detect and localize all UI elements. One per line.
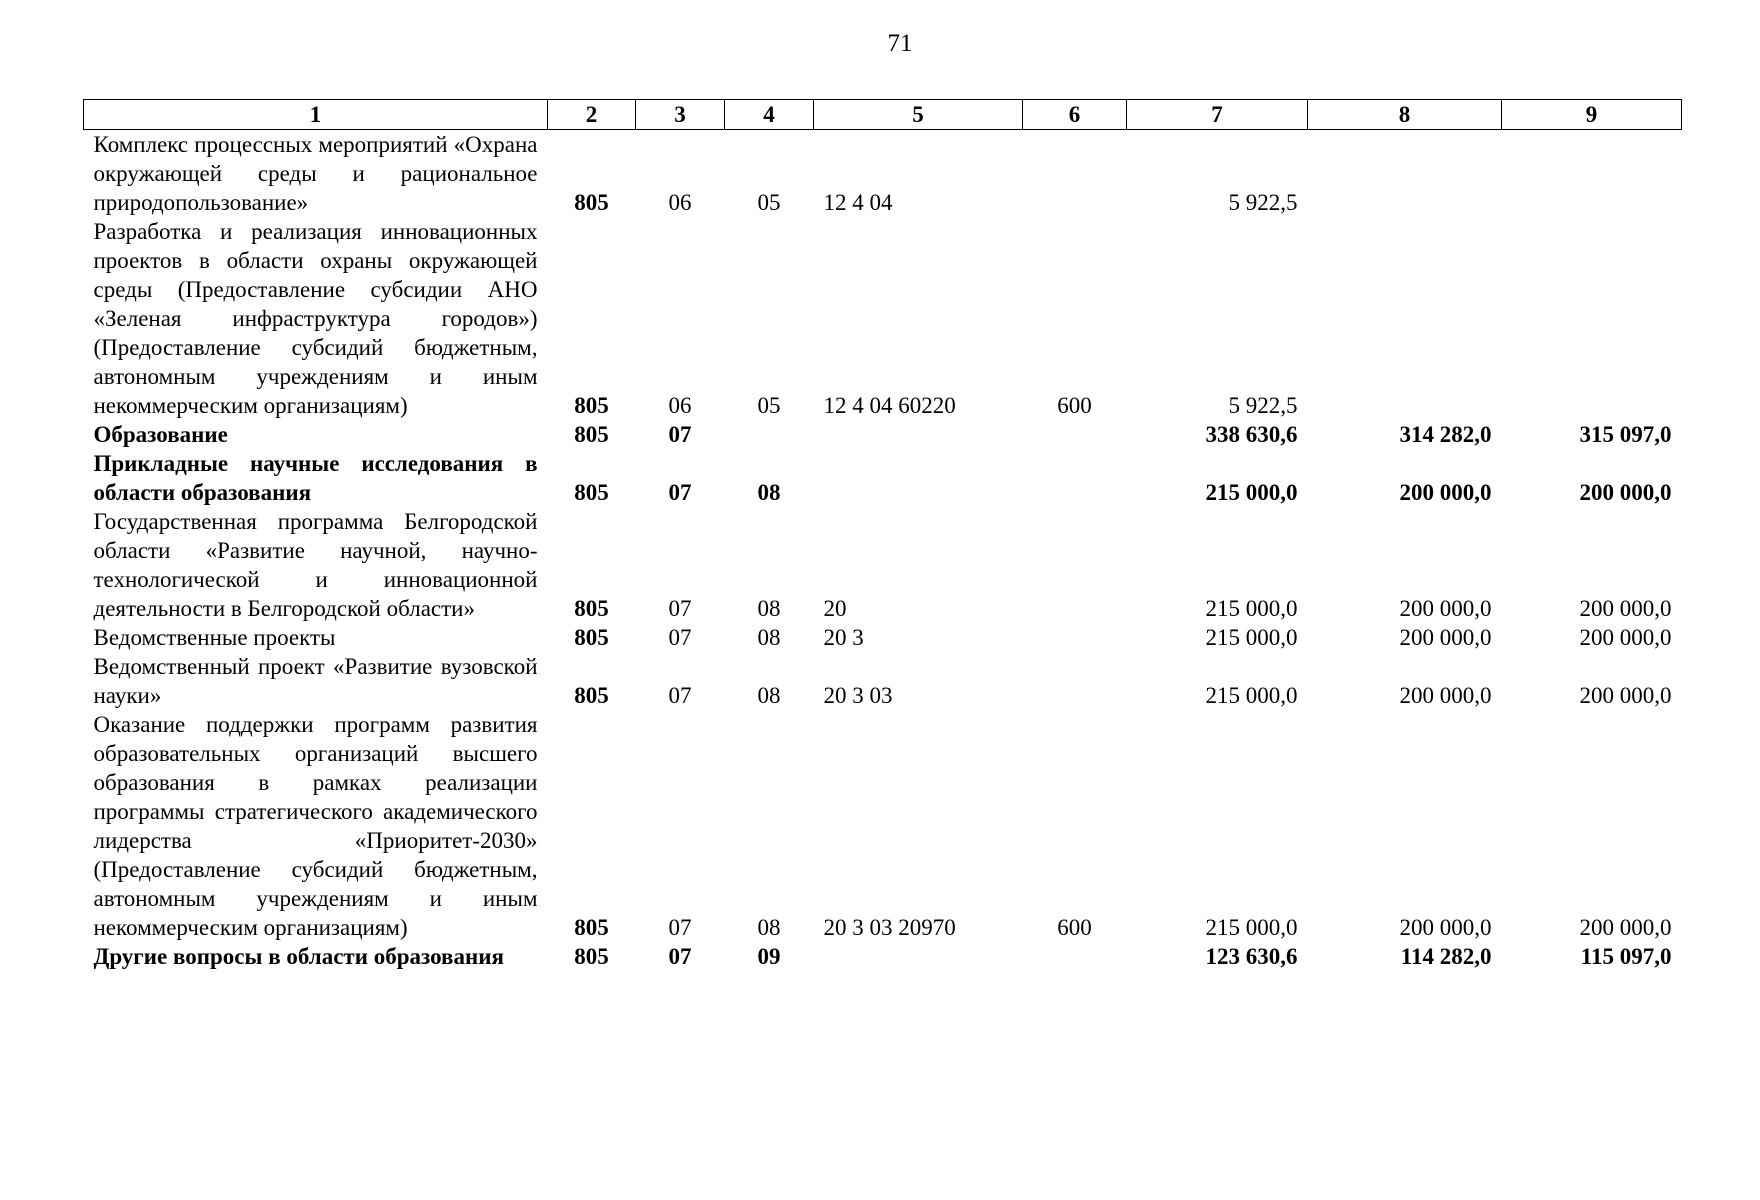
page-number: 71 (887, 30, 913, 57)
row-expense-type (1023, 942, 1127, 971)
row-expense-type (1023, 130, 1127, 218)
row-name: Оказание поддержки программ развития образовательных организаций высшего образования в рамках реализации программы стратегического академического лидерства «Приоритет-2030» (Предоставление субсидий бюджетным, автономным учреждениям и иным некоммерческим организациям) (93, 712, 538, 940)
table-row (84, 507, 1682, 623)
row-amount-col7: 338 630,6 (1205, 422, 1298, 447)
row-amount-col9: 200 000,0 (1579, 480, 1672, 505)
row-section: 07 (668, 625, 692, 650)
row-name: Комплекс процессных мероприятий «Охрана окружающей среды и рациональное природопользование» (93, 132, 538, 215)
row-amount-col8 (1308, 217, 1502, 420)
row-amount-col9: 200 000,0 (1579, 683, 1672, 708)
row-subsection: 05 (757, 393, 781, 418)
row-target-article: 20 (823, 596, 847, 621)
row-expense-type (1023, 449, 1127, 507)
row-name: Разработка и реализация инновационных проектов в области охраны окружающей среды (Предоставление субсидии АНО «Зеленая инфраструктура городов») (Предоставление субсидий бюджетным, автономным учреждениям и иным некоммерческим организациям) (93, 219, 538, 418)
row-code-grbs: 805 (574, 596, 609, 621)
row-amount-col8: 114 282,0 (1400, 944, 1492, 969)
row-amount-col7: 123 630,6 (1205, 944, 1298, 969)
row-subsection: 08 (757, 625, 781, 650)
header-col-9: 9 (1502, 100, 1682, 130)
row-code-grbs: 805 (574, 915, 609, 940)
row-target-article: 12 4 04 (823, 190, 893, 215)
row-section: 06 (668, 190, 692, 215)
row-amount-col8: 314 282,0 (1399, 422, 1492, 447)
row-section: 07 (668, 480, 692, 505)
row-expense-type: 600 (1057, 393, 1092, 418)
row-code-grbs: 805 (574, 944, 609, 969)
row-amount-col9: 315 097,0 (1579, 422, 1672, 447)
row-subsection (725, 420, 814, 449)
row-amount-col8: 200 000,0 (1399, 596, 1492, 621)
table-row (84, 942, 1682, 971)
row-target-article: 20 3 (823, 625, 864, 650)
header-col-4: 4 (725, 100, 814, 130)
row-section: 07 (668, 422, 692, 447)
row-amount-col9 (1502, 130, 1682, 218)
table-row (84, 710, 1682, 942)
table-row (84, 623, 1682, 652)
header-row (84, 100, 1682, 130)
row-expense-type (1023, 507, 1127, 623)
row-name: Образование (93, 422, 228, 447)
row-name: Другие вопросы в области образования (93, 944, 504, 969)
budget-table (83, 99, 1682, 971)
row-code-grbs: 805 (574, 393, 609, 418)
row-code-grbs: 805 (574, 422, 609, 447)
row-target-article: 12 4 04 60220 (823, 393, 956, 418)
row-amount-col9: 200 000,0 (1579, 625, 1672, 650)
row-subsection: 08 (757, 480, 781, 505)
header-col-5: 5 (814, 100, 1023, 130)
row-code-grbs: 805 (574, 625, 609, 650)
row-section: 07 (668, 596, 692, 621)
row-expense-type (1023, 623, 1127, 652)
row-amount-col7: 5 922,5 (1228, 190, 1298, 215)
row-subsection: 08 (757, 683, 781, 708)
row-amount-col7: 215 000,0 (1205, 915, 1298, 940)
table-row (84, 420, 1682, 449)
row-amount-col8: 200 000,0 (1399, 915, 1492, 940)
row-name: Ведомственные проекты (93, 625, 336, 650)
header-col-8: 8 (1308, 100, 1502, 130)
row-expense-type (1023, 652, 1127, 710)
row-name: Государственная программа Белгородской области «Развитие научной, научно-технологической и инновационной деятельности в Белгородской области» (93, 509, 538, 621)
row-amount-col9: 200 000,0 (1579, 596, 1672, 621)
row-target-article (814, 942, 1023, 971)
row-subsection: 08 (757, 596, 781, 621)
header-col-3: 3 (636, 100, 725, 130)
row-amount-col8: 200 000,0 (1399, 625, 1492, 650)
row-amount-col9 (1502, 217, 1682, 420)
row-code-grbs: 805 (574, 480, 609, 505)
row-expense-type: 600 (1057, 915, 1092, 940)
row-amount-col8: 200 000,0 (1399, 683, 1492, 708)
header-col-6: 6 (1023, 100, 1127, 130)
row-amount-col9: 115 097,0 (1580, 944, 1672, 969)
row-subsection: 08 (757, 915, 781, 940)
row-expense-type (1023, 420, 1127, 449)
header-col-1: 1 (84, 100, 548, 130)
table-row (84, 130, 1682, 218)
row-amount-col7: 215 000,0 (1205, 480, 1298, 505)
row-code-grbs: 805 (574, 683, 609, 708)
table-row (84, 449, 1682, 507)
table-row (84, 217, 1682, 420)
row-amount-col7: 215 000,0 (1205, 596, 1298, 621)
row-name: Ведомственный проект «Развитие вузовской науки» (93, 654, 538, 708)
table-row (84, 652, 1682, 710)
header-col-2: 2 (548, 100, 636, 130)
row-subsection: 05 (757, 190, 781, 215)
row-target-article (814, 449, 1023, 507)
row-code-grbs: 805 (574, 190, 609, 215)
row-amount-col9: 200 000,0 (1579, 915, 1672, 940)
row-subsection: 09 (757, 944, 781, 969)
row-target-article (814, 420, 1023, 449)
row-amount-col7: 215 000,0 (1205, 625, 1298, 650)
row-name: Прикладные научные исследования в области образования (93, 451, 538, 505)
row-section: 07 (668, 683, 692, 708)
row-amount-col8 (1308, 130, 1502, 218)
row-section: 06 (668, 393, 692, 418)
row-section: 07 (668, 944, 692, 969)
row-section: 07 (668, 915, 692, 940)
header-col-7: 7 (1127, 100, 1308, 130)
row-target-article: 20 3 03 20970 (823, 915, 956, 940)
row-amount-col7: 5 922,5 (1228, 393, 1298, 418)
row-amount-col7: 215 000,0 (1205, 683, 1298, 708)
row-target-article: 20 3 03 (823, 683, 893, 708)
row-amount-col8: 200 000,0 (1399, 480, 1492, 505)
